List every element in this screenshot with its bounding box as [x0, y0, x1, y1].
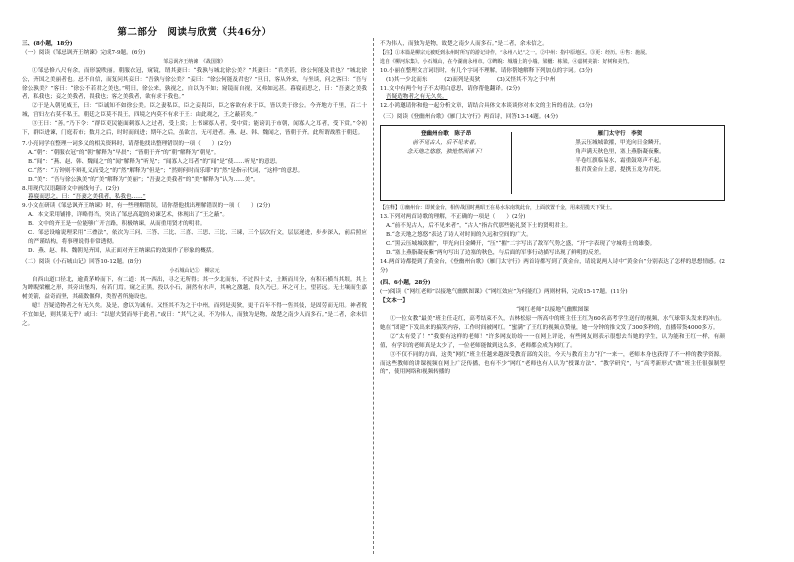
question-13-option-a: A.“前不见古人，后不见来者”，“古人”指古代那些能礼贤下士的贤明君主。: [386, 222, 572, 229]
passage-continuation: 不为伟人，而独为是物，故楚之南少人而多石。”是二者，余未信之。: [380, 41, 548, 47]
poem-line: 前不见古人，后不见来者。: [412, 140, 480, 147]
article-paragraph: ②“太有爱了！”“我要有这样的老师！”许多网友纷纷一一在网上评论，有些网友则表示很想去当她的学生，认为能和王红一样，有颜值，有学识的老师真是太少了，一位老师能做到这么多，老师都会成为网红了。: [380, 333, 725, 349]
question-9-option-c: C．邹忌设喻说理采用“三叠法”，依次为三问、三答、三比、三喜、三思、三比、三谏，三个层次行文，层层递进，步步深入，前后照应的严谨结构，将事理说得非常透彻。: [28, 230, 367, 245]
text-one-label: 【文本一】: [380, 298, 408, 305]
footnote: 【注】①本篇是柳宗元被贬到永州时所写的游记诗作，“永州八记”之一。②中州：指中原地区。③更：经历。④售：施展。: [380, 49, 651, 56]
poem-one: [381, 130, 511, 157]
question-8-sentence: 暮寝而思之，曰：“吾妻之美我者，私我也……”: [28, 194, 146, 201]
poem-line: 念天地之悠悠，独怆然而涕下！: [406, 149, 486, 156]
article-paragraph: ①一位女教“最美”班主任走红，高考结束不久，吉林松原一所高中的班主任王红为60名高考学生送行的视频，水气球带头发来的冲击。她在“团建”下发出来的搞笑内容，工作时间被网红。“蜜满”了王红的视频点赞量，她一分钟的推文发了300多秒的，直播带货4000多万。: [380, 316, 725, 331]
poem-line: 角声满天秋色里，塞上燕脂凝夜紫。: [575, 149, 665, 156]
question-7-option-d: D.“美”：“吾与徐公孰美”的“美”解释为“美丽”；“吾妻之美我者”的“美”解释为“认为……美”。: [28, 176, 259, 183]
question-13-option-d: D.“塞上燕脂凝夜紫”两句写出了边塞的秋色，与后面的军事行动描写出现了鲜明的反差。: [386, 249, 605, 256]
column-divider: [373, 38, 374, 554]
question-14: 14.两首诗都提到了黄金台，《登幽州台歌》《雁门太守行》两首诗都写到了黄金台，请说说两人诗中“黄金台”分别表达了怎样的思想情感。(2分): [380, 258, 725, 274]
question-13-option-b: B.“念天地之悠悠”表达了诗人对时间的久远和空间的广大。: [386, 231, 532, 238]
part-two-heading: （二）阅读《小石城山记》回答10-12题。(8分): [22, 258, 142, 265]
poem-line: 半卷红旗临易水，霜重鼓寒声不起。: [575, 158, 665, 165]
poems-box: [380, 125, 725, 201]
question-9-option-b: B．文中的齐王是一位能够广开言路，积极纳谏，从而重用贤才的明君。: [28, 221, 206, 228]
article-paragraph: ③不仅不同的方面，这类“网红”班主任越来越深受教育部的关注，今天与教育主力“打”一来一，老师本身也获得了不一样的教学资源。而这些教师的讲课视频在网上广泛传播，也有不少“网红”老师也有人认为“授课方法”、“教学研究”，与“高考新形式”做“班主任很强制型的”，使用网络和视频转播的: [380, 351, 725, 376]
question-10: 10.小丽在整理文言词语时，有几个字词不理解，请你帮她解释下列加点的字词。(3分): [380, 67, 593, 74]
question-9: 9.小文在研读《邹忌讽齐王纳谏》时，有一些理解错误，请你帮他找出理解错误的一项（ ）(2分): [22, 203, 271, 210]
passage-paragraph: ②于是入朝见威王，曰：“臣诚知不如徐公美。臣之妻私臣，臣之妾畏臣，臣之客欲有求于臣，皆以美于徐公。今齐地方千里，百二十城，宫妇左右莫不私王，朝廷之臣莫不畏王，四境之内莫不有求于王：由此观之，王之蔽甚矣。”: [22, 103, 367, 119]
poem-annotation: 【注释】①幽州台：即黄金台，相传战国时燕昭王在易水东南筑此台，上面放置千金，用来招揽天下贤士。: [380, 205, 616, 212]
poem-line: 黑云压城城欲摧，甲光向日金鳞开。: [575, 140, 665, 147]
poem-two: [517, 130, 723, 175]
section-three-heading: 三、(8小题，18分): [22, 41, 73, 47]
question-12: 12.小鸿邀请你和他一起分析文章，请结合具体文本谈谈你对本文的主旨的看法。(3分): [380, 103, 593, 110]
part-four-heading: (一)阅读《“网红老师”以接地气幽默图课》《“网红效应”为何能红》两则材料，完成15-17题。(11分): [380, 289, 628, 296]
passage-paragraph: 噫！吾疑造物者之有无久矣。及是，愈以为诚有。又怪其不为之于中州，而列是夷狄，更千百年不得一售其伎，是固劳而无用。神者傥不宜如是，则其果无乎？或曰：“以慰夫贤而辱于此者。”或曰：“其气之灵，不为伟人，而独为是物，故楚之南少人而多石。”是二者，余未信之。: [22, 303, 367, 328]
question-7-option-b: B.“闻”：“燕、赵、韩、魏闻之”的“闻”解释为“听见”；“闻寡人之耳者”的“闻”是“使……听见”的意思。: [28, 158, 281, 165]
question-9-option-d: D．燕、赵、韩、魏朝见齐国，从正面对齐王纳谏后的效果作了形象的概括。: [28, 247, 218, 254]
question-13: 13.下列对两首诗歌的理解，不正确的一项是（ ）(2分): [380, 214, 526, 221]
section-four-heading: (四、6小题，28分): [380, 280, 431, 287]
question-11-sentence: 吾疑造物者之有无久矣。: [386, 94, 448, 101]
question-11: 11.文中有两个句子不太明白意思，请你帮他翻译。(2分): [380, 85, 520, 92]
part-one-heading: （一）阅读《邹忌讽齐王纳谏》完成7-9题。(6分): [22, 49, 146, 56]
passage-one-title: 邹忌讽齐王纳谏 《战国策》: [163, 58, 226, 65]
right-column: [380, 40, 725, 377]
passage-paragraph: ①邹忌修八尺有余，而形貌昳丽。朝服衣冠，窥镜，谓其妻曰：“我孰与城北徐公美？”其妻曰：“君美甚，徐公何能及君也？”城北徐公，齐国之美丽者也。忌不自信，而复问其妾曰：“吾孰与徐公美？”妾曰：“徐公何能及君也？”旦日，客从外来，与坐谈，问之客曰：“吾与徐公孰美？”客曰：“徐公不若君之美也。”明日，徐公来，孰视之，自以为不如；窥镜而自视，又弗如远甚。暮寝而思之，曰：“吾妻之美我者，私我也；妾之美我者，畏我也；客之美我者，欲有求于我也。”: [22, 67, 367, 101]
passage-paragraph: ③王曰：“善。”乃下令：“群臣吏民能面刺寡人之过者，受上赏；上书谏寡人者，受中赏；能谤讥于市朝，闻寡人之耳者，受下赏。”令初下，群臣进谏，门庭若市；数月之后，时时而间进；期年之后，虽欲言，无可进者。燕、赵、韩、魏闻之，皆朝于齐。此所谓战胜于朝廷。: [22, 121, 367, 137]
left-column: [22, 40, 367, 329]
question-9-option-a: A．本文采用铺排，详略得当，突出了邹忌高超的劝谏艺术，体现出了“王之蔽”。: [28, 212, 228, 219]
passage-two-title: 小石城山记① 柳宗元: [169, 267, 220, 274]
question-10-items: (1)其一少北而东 (2)而列是夷狄 (3)又怪其不为之于中州: [386, 76, 556, 83]
question-7: 7.小亮同学在整理一词多义的相关资料时，请帮他找出整理错误的一项（ ）(2分): [22, 140, 232, 147]
poem-two-title: 雁门太守行 李贺: [597, 131, 643, 138]
article-title: “网红老师”以接地气幽默图课: [516, 307, 589, 314]
question-13-option-c: C.“黑云压城城欲摧”，甲光向日金鳞开，“压”“摧”二字写出了敌军气势之盛，“开”字表现了守城将士的雄姿。: [386, 240, 656, 247]
poem-divider: [511, 132, 512, 194]
passage-paragraph: 自西山道口径北，逾黄茅岭而下，有二道：其一西出，寻之无所得；其一少北而东，不过四十丈，土断而川分，有积石横当其垠。其上为睥睨梁欐之形，其旁出堡坞，有若门焉。窥之正黑，投以小石，洞然有水声，其响之激越，良久乃已。环之可上，望甚远。无土壤而生嘉树美箭，益奇而坚，其疏数偃仰，类智者所施设也。: [22, 276, 367, 301]
footnote: 选自《柳河东集》。小石城山，在今湖南永州市。③睥睨：城墙上的小墙。梁欐：栋梁。④嘉树美箭：好树和美竹。: [380, 58, 633, 65]
page-title: 第二部分 阅读与欣赏（共46分）: [117, 27, 272, 38]
question-7-option-c: C.“然”：“万钟则不辩礼义而受之”的“然”解释为“但是”；“然则何时而乐耶”的“然”是指示代词，“这样”的意思。: [28, 167, 304, 174]
part-three-heading: （三）阅读《登幽州台歌》《雁门太守行》两首诗，回答13-14题。(4分): [380, 114, 558, 121]
question-8: 8.用现代汉语翻译文中画线句子。(2分): [22, 185, 120, 192]
question-7-option-a: A.“朝”：“朝服衣冠”的“朝”解释为“早晨”；“皆朝于齐”的“朝”解释为“朝见”。: [28, 149, 220, 156]
poem-one-title: 登幽州台歌 陈子昂: [420, 131, 472, 138]
poem-line: 报君黄金台上意，提携玉龙为君死。: [575, 167, 665, 174]
